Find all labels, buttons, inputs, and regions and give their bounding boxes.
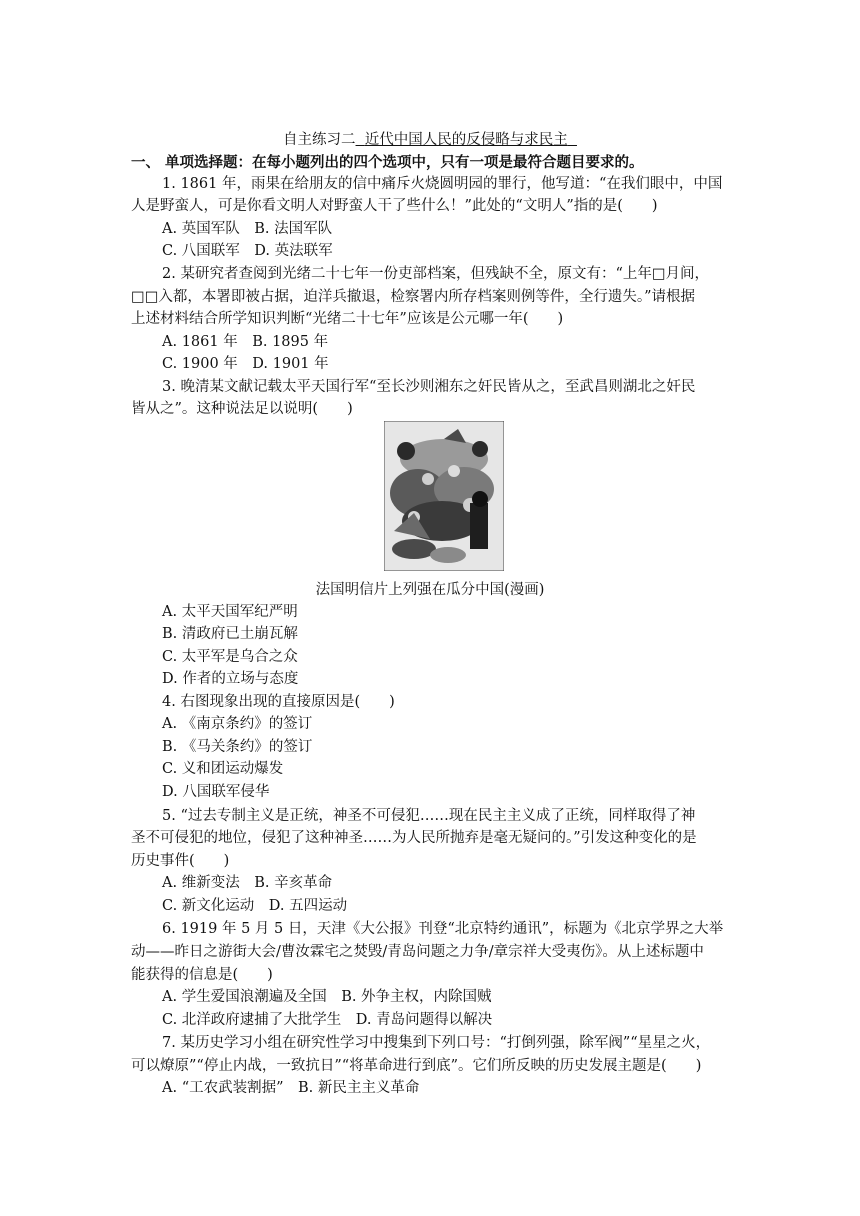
q2-stem-line-3: 上述材料结合所学知识判断“光绪二十七年”应该是公元哪一年( )	[131, 311, 564, 327]
q7-options-ab: A. “工农武装割据” B. 新民主主义革命	[162, 1080, 420, 1096]
q6-options-ab: A. 学生爱国浪潮遍及全国 B. 外争主权，内除国贼	[162, 989, 492, 1005]
q1-options-cd: C. 八国联军 D. 英法联军	[162, 243, 333, 259]
q3-option-c: C. 太平军是乌合之众	[162, 649, 298, 665]
q7-stem-line-2: 可以燎原”“停止内战，一致抗日”“将革命进行到底”。它们所反映的历史发展主题是( )	[131, 1058, 702, 1074]
q4-option-b: B. 《马关条约》的签订	[162, 739, 313, 755]
title-topic: 近代中国人民的反侵略与求民主	[364, 132, 568, 148]
q4-option-d: D. 八国联军侵华	[162, 784, 270, 800]
q6-stem-line-2: 动——昨日之游街大会/曹汝霖宅之焚毁/青岛问题之力争/章宗祥大受夷伤》。从上述标题中	[131, 944, 704, 960]
q3-option-b: B. 清政府已土崩瓦解	[162, 626, 298, 642]
q2-options-ab: A. 1861 年 B. 1895 年	[162, 334, 329, 350]
q2-stem-line-2: □□入都，本署即被占据，迫洋兵撤退，检察署内所存档案则例等件，全行遗失。”请根据	[131, 289, 696, 305]
q2-stem-line-1: 2. 某研究者查阅到光绪二十七年一份吏部档案，但残缺不全，原文有：“上年□月间，	[162, 266, 710, 282]
q1-stem-line-2: 人是野蛮人，可是你看文明人对野蛮人干了些什么！”此处的“文明人”指的是( )	[131, 198, 658, 214]
q5-stem-line-1: 5. “过去专制主义是正统，神圣不可侵犯……现在民主主义成了正统，同样取得了神	[162, 808, 696, 824]
q4-option-c: C. 义和团运动爆发	[162, 761, 284, 777]
q3-option-a: A. 太平天国军纪严明	[162, 604, 298, 620]
q3-option-d: D. 作者的立场与态度	[162, 671, 299, 687]
q6-options-cd: C. 北洋政府逮捕了大批学生 D. 青岛问题得以解决	[162, 1012, 493, 1028]
title-prefix: 自主练习二	[283, 132, 356, 148]
q2-options-cd: C. 1900 年 D. 1901 年	[162, 356, 329, 372]
q5-stem-line-2: 圣不可侵犯的地位，侵犯了这种神圣……为人民所抛弃是毫无疑问的。”引发这种变化的是	[131, 830, 697, 846]
q5-stem-line-3: 历史事件( )	[131, 853, 230, 869]
q4-stem: 4. 右图现象出现的直接原因是( )	[162, 694, 395, 710]
figure-caption: 法国明信片上列强在瓜分中国(漫画)	[315, 582, 545, 598]
cartoon-image	[384, 421, 504, 571]
q5-options-cd: C. 新文化运动 D. 五四运动	[162, 898, 348, 914]
page-title	[0, 128, 860, 149]
q7-stem-line-1: 7. 某历史学习小组在研究性学习中搜集到下列口号：“打倒列强，除军阀”“星星之火，	[162, 1035, 711, 1051]
section-heading: 一、 单项选择题：在每小题列出的四个选项中，只有一项是最符合题目要求的。	[131, 155, 644, 171]
q4-option-a: A. 《南京条约》的签订	[162, 716, 313, 732]
q1-stem-line-1: 1. 1861 年，雨果在给朋友的信中痛斥火烧圆明园的罪行，他写道：“在我们眼中，中国	[162, 176, 723, 192]
q1-options-ab: A. 英国军队 B. 法国军队	[162, 221, 333, 237]
q3-stem-line-2: 皆从之”。这种说法足以说明( )	[131, 401, 353, 417]
q6-stem-line-1: 6. 1919 年 5 月 5 日，天津《大公报》刊登“北京特约通讯”，标题为《北京学界之大举	[162, 921, 724, 937]
q3-stem-line-1: 3. 晚清某文献记载太平天国行军“至长沙则湘东之奸民皆从之，至武昌则湖北之奸民	[162, 379, 696, 395]
q5-options-ab: A. 维新变法 B. 辛亥革命	[162, 875, 333, 891]
q6-stem-line-3: 能获得的信息是( )	[131, 967, 273, 983]
